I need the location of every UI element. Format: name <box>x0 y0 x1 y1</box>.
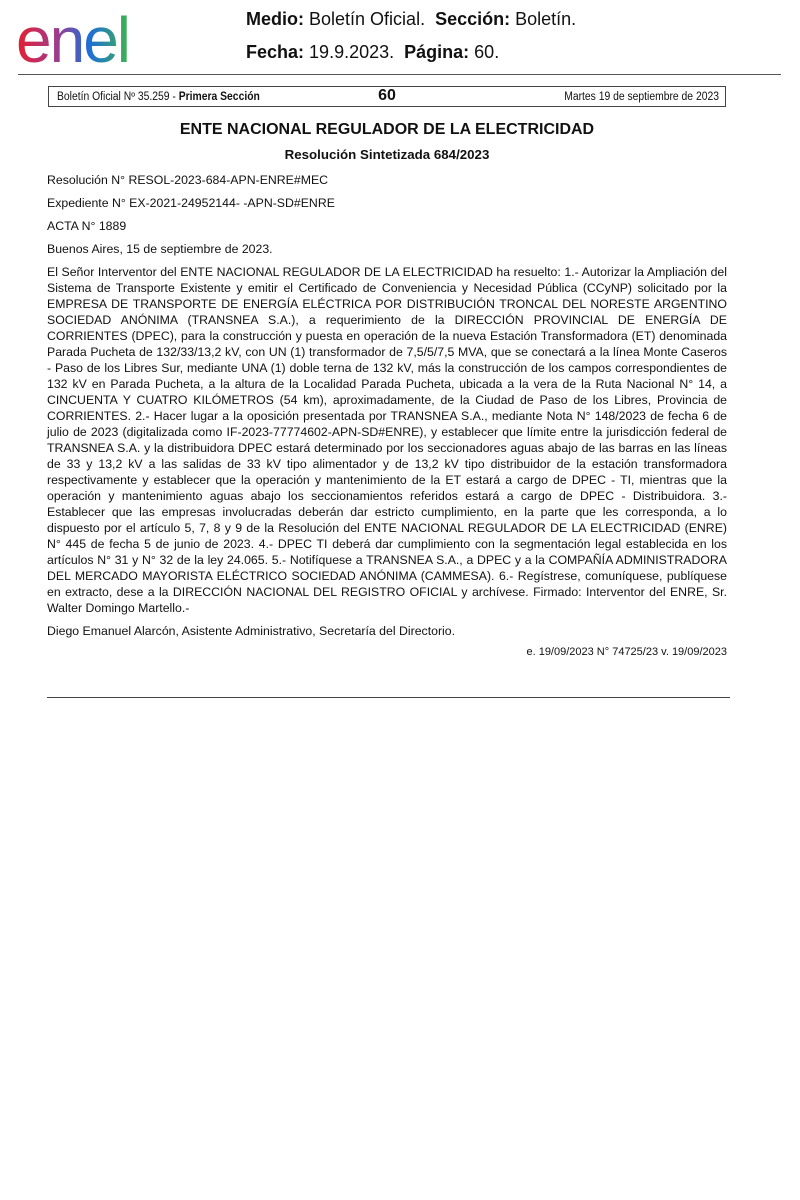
bulletin-date: Martes 19 de septiembre de 2023 <box>564 91 719 103</box>
bulletin-issue-number: Boletín Oficial Nº 35.259 - <box>57 91 179 103</box>
footer-divider <box>47 697 730 698</box>
acta-number: ACTA N° 1889 <box>47 219 127 233</box>
fecha-label: Fecha: <box>246 42 305 62</box>
seccion-label: Sección: <box>435 9 511 29</box>
bulletin-section: Primera Sección <box>178 91 260 103</box>
meta-line-source <box>246 8 576 30</box>
document-content <box>47 120 727 660</box>
header-divider <box>18 74 781 75</box>
document-subtitle: Resolución Sintetizada 684/2023 <box>284 147 490 162</box>
logo-wordmark: enel <box>16 4 129 70</box>
seccion-value: Boletín. <box>515 9 577 29</box>
clipping-metadata <box>246 8 576 74</box>
publication-footnote: e. 19/09/2023 N° 74725/23 v. 19/09/2023 <box>526 646 727 658</box>
medio-value: Boletín Oficial. <box>309 9 426 29</box>
resolution-body: El Señor Interventor del ENTE NACIONAL REGULADOR DE LA ELECTRICIDAD ha resuelto: 1.- Autorizar la Ampliación del Sistema de Transporte Existente y emitir el Certificado de Conveniencia y Necesidad Pública (CCyNP) solicitado por la EMPRESA DE TRANSPORTE DE ENERGÍA ELÉCTRICA POR DISTRIBUCIÓN TRONCAL DEL NORESTE ARGENTINO SOCIEDAD ANÓNIMA (TRANSNEA S.A.), a requerimiento de la DIRECCIÓN PROVINCIAL DE ENERGÍA DE CORRIENTES (DPEC), para la construcción y puesta en operación de la nueva Estación Transformadora (ET) denominada Parada Pucheta de 132/33/13,2 kV, con UN (1) transformador de 7,5/5/7,5 MVA, que se conectará a la línea Monte Caseros - Paso de los Libres Sur, mediante UNA (1) doble terna de 132 kV, más la construcción de los campos correspondientes de 132 kV en Parada Pucheta, a la altura de la Localidad Parada Pucheta, ubicada a la vera de la Ruta Nacional N° 14, a CINCUENTA Y CUATRO KILÓMETROS (54 km), aproximadamente, de la Ciudad de Paso de los Libres, Provincia de CORRIENTES. 2.- Hacer lugar a la oposición presentada por TRANSNEA S.A., mediante Nota N° 148/2023 de fecha 6 de julio de 2023 (digitalizada como IF-2023-77774602-APN-SD#ENRE), y establecer que límite entre la jurisdicción federal de TRANSNEA S.A. y la distribuidora DPEC estará determinado por los seccionadores aguas abajo de las barras en las líneas de 33 y 13,2 kV a las salidas de 33 kV tipo alimentador y de 13,2 kV tipo distribuidor de la estación transformadora respectivamente y establecer que la operación y mantenimiento de la ET estará a cargo de DPEC - TI, mientras que la operación y mantenimiento aguas abajo los seccionamientos referidos estará a cargo de DPEC - Distribuidora. 3.- Establecer que las empresas involucradas deberán dar estricto cumplimiento, en la parte que les corresponda, a lo dispuesto por el artículo 5, 7, 8 y 9 de la Resolución del ENTE NACIONAL REGULADOR DE LA ELECTRICIDAD (ENRE) N° 445 de fecha 5 de junio de 2023. 4.- DPEC TI deberá dar cumplimiento con la segmentación legal establecida en los artículos N° 31 y N° 32 de la ley 24.065. 5.- Notifíquese a TRANSNEA S.A., a DPEC y a la COMPAÑÍA ADMINISTRADORA DEL MERCADO MAYORISTA ELÉCTRICO SOCIEDAD ANÓNIMA (CAMMESA). 6.- Regístrese, comuníquese, publíquese en extracto, dese a la DIRECCIÓN NACIONAL DEL REGISTRO OFICIAL y archívese. Firmado: Interventor del ENRE, Sr. Walter Domingo Martello.- <box>47 265 727 615</box>
page-number: 60 <box>378 87 396 104</box>
place-date: Buenos Aires, 15 de septiembre de 2023. <box>47 242 273 256</box>
pagina-value: 60. <box>474 42 500 62</box>
bulletin-page-band <box>48 86 726 107</box>
file-number: Expediente N° EX-2021-24952144- -APN-SD#ENRE <box>47 196 335 210</box>
enel-logo <box>14 2 184 70</box>
signer: Diego Emanuel Alarcón, Asistente Administrativo, Secretaría del Directorio. <box>47 624 456 638</box>
meta-line-date <box>246 41 576 63</box>
pagina-label: Página: <box>404 42 470 62</box>
document-title: ENTE NACIONAL REGULADOR DE LA ELECTRICIDAD <box>179 121 595 138</box>
resolution-number: Resolución N° RESOL-2023-684-APN-ENRE#MEC <box>47 173 329 187</box>
medio-label: Medio: <box>246 9 304 29</box>
fecha-value: 19.9.2023. <box>309 42 395 62</box>
